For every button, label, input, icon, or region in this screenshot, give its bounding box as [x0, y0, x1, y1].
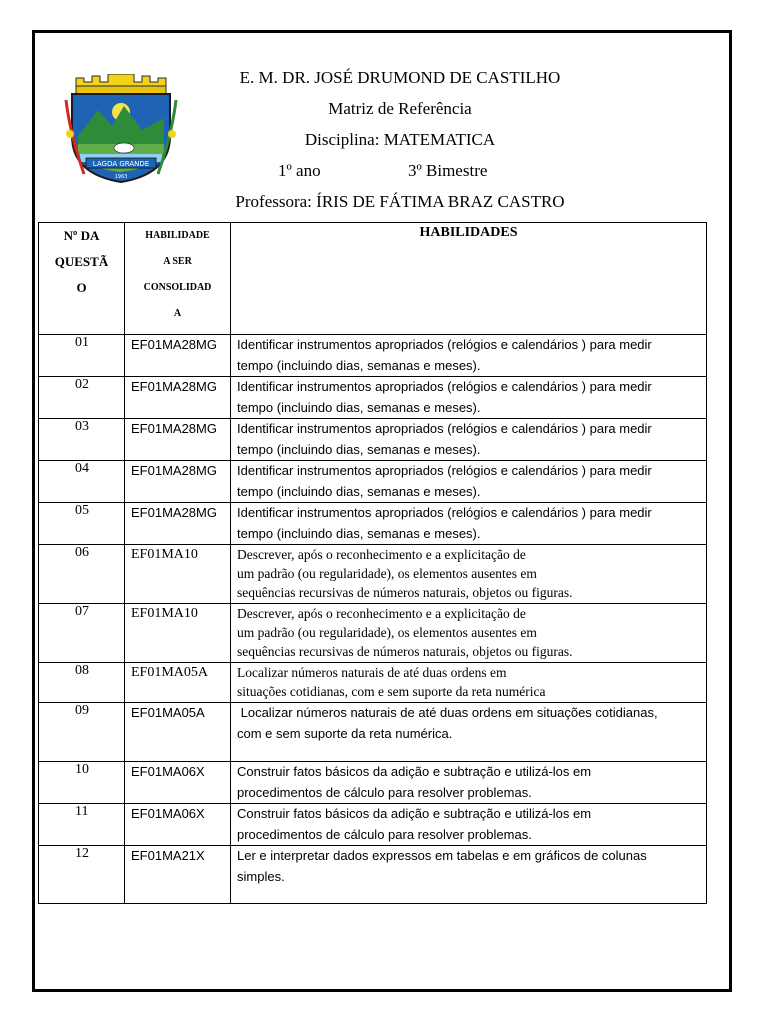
skill-code: EF01MA28MG [125, 335, 231, 377]
skill-code: EF01MA28MG [125, 503, 231, 545]
skill-code: EF01MA05A [125, 703, 231, 762]
question-number: 05 [39, 503, 125, 545]
teacher-line: Professora: ÍRIS DE FÁTIMA BRAZ CASTRO [235, 192, 565, 211]
question-number: 06 [39, 545, 125, 604]
column-header-question-number: Nº DA QUESTÃ O [39, 223, 125, 335]
skill-code: EF01MA06X [125, 762, 231, 804]
skill-description: Identificar instrumentos apropriados (relógios e calendários ) para medir tempo (incluindo dias, semanas e meses). [231, 461, 707, 503]
skill-description: Descrever, após o reconhecimento e a explicitação de um padrão (ou regularidade), os elementos ausentes em sequências recursivas de números naturais, objetos ou figuras. [231, 604, 707, 663]
term-label: 3º Bimestre [408, 161, 488, 180]
table-row [39, 503, 707, 545]
skill-description: Descrever, após o reconhecimento e a explicitação de um padrão (ou regularidade), os elementos ausentes em sequências recursivas de números naturais, objetos ou figuras. [231, 545, 707, 604]
question-number: 07 [39, 604, 125, 663]
school-name: E. M. DR. JOSÉ DRUMOND DE CASTILHO [239, 68, 561, 87]
skill-code: EF01MA10 [125, 604, 231, 663]
question-number: 09 [39, 703, 125, 762]
question-number: 01 [39, 335, 125, 377]
question-number: 10 [39, 762, 125, 804]
skill-description: Localizar números naturais de até duas ordens em situações cotidianas, com e sem suporte da reta numérica [231, 663, 707, 703]
skill-description: Localizar números naturais de até duas ordens em situações cotidianas, com e sem suporte da reta numérica. [231, 703, 707, 762]
question-number: 02 [39, 377, 125, 419]
table-header-row [39, 223, 707, 335]
skill-description: Ler e interpretar dados expressos em tabelas e em gráficos de colunas simples. [231, 846, 707, 904]
skill-code: EF01MA10 [125, 545, 231, 604]
skill-description: Construir fatos básicos da adição e subtração e utilizá-los em procedimentos de cálculo para resolver problemas. [231, 762, 707, 804]
column-header-skills: HABILIDADES [231, 223, 707, 335]
table-row [39, 335, 707, 377]
municipal-crest-logo [62, 74, 180, 186]
skill-description: Construir fatos básicos da adição e subtração e utilizá-los em procedimentos de cálculo para resolver problemas. [231, 804, 707, 846]
question-number: 08 [39, 663, 125, 703]
skill-code: EF01MA06X [125, 804, 231, 846]
subject-line: Disciplina: MATEMATICA [304, 130, 496, 149]
table-row [39, 663, 707, 703]
crest-town-name: LAGOA GRANDE [92, 160, 150, 168]
table-row [39, 419, 707, 461]
grade-label: 1º ano [278, 161, 321, 180]
table-row [39, 703, 707, 762]
question-number: 12 [39, 846, 125, 904]
column-header-skill-code: HABILIDADE A SER CONSOLIDAD A [125, 223, 231, 335]
skill-description: Identificar instrumentos apropriados (relógios e calendários ) para medir tempo (incluindo dias, semanas e meses). [231, 335, 707, 377]
crest-year: 1963 [114, 174, 128, 180]
question-number: 04 [39, 461, 125, 503]
reference-matrix-table [38, 222, 707, 904]
table-row [39, 377, 707, 419]
skill-description: Identificar instrumentos apropriados (relógios e calendários ) para medir tempo (incluindo dias, semanas e meses). [231, 377, 707, 419]
document-title: Matriz de Referência [328, 99, 472, 118]
skill-code: EF01MA28MG [125, 377, 231, 419]
question-number: 03 [39, 419, 125, 461]
question-number: 11 [39, 804, 125, 846]
skill-description: Identificar instrumentos apropriados (relógios e calendários ) para medir tempo (incluindo dias, semanas e meses). [231, 419, 707, 461]
table-row [39, 804, 707, 846]
skill-code: EF01MA05A [125, 663, 231, 703]
skill-description: Identificar instrumentos apropriados (relógios e calendários ) para medir tempo (incluindo dias, semanas e meses). [231, 503, 707, 545]
table-row [39, 545, 707, 604]
skill-code: EF01MA28MG [125, 419, 231, 461]
skill-code: EF01MA28MG [125, 461, 231, 503]
table-row [39, 461, 707, 503]
table-row [39, 762, 707, 804]
skill-code: EF01MA21X [125, 846, 231, 904]
table-row [39, 846, 707, 904]
table-row [39, 604, 707, 663]
